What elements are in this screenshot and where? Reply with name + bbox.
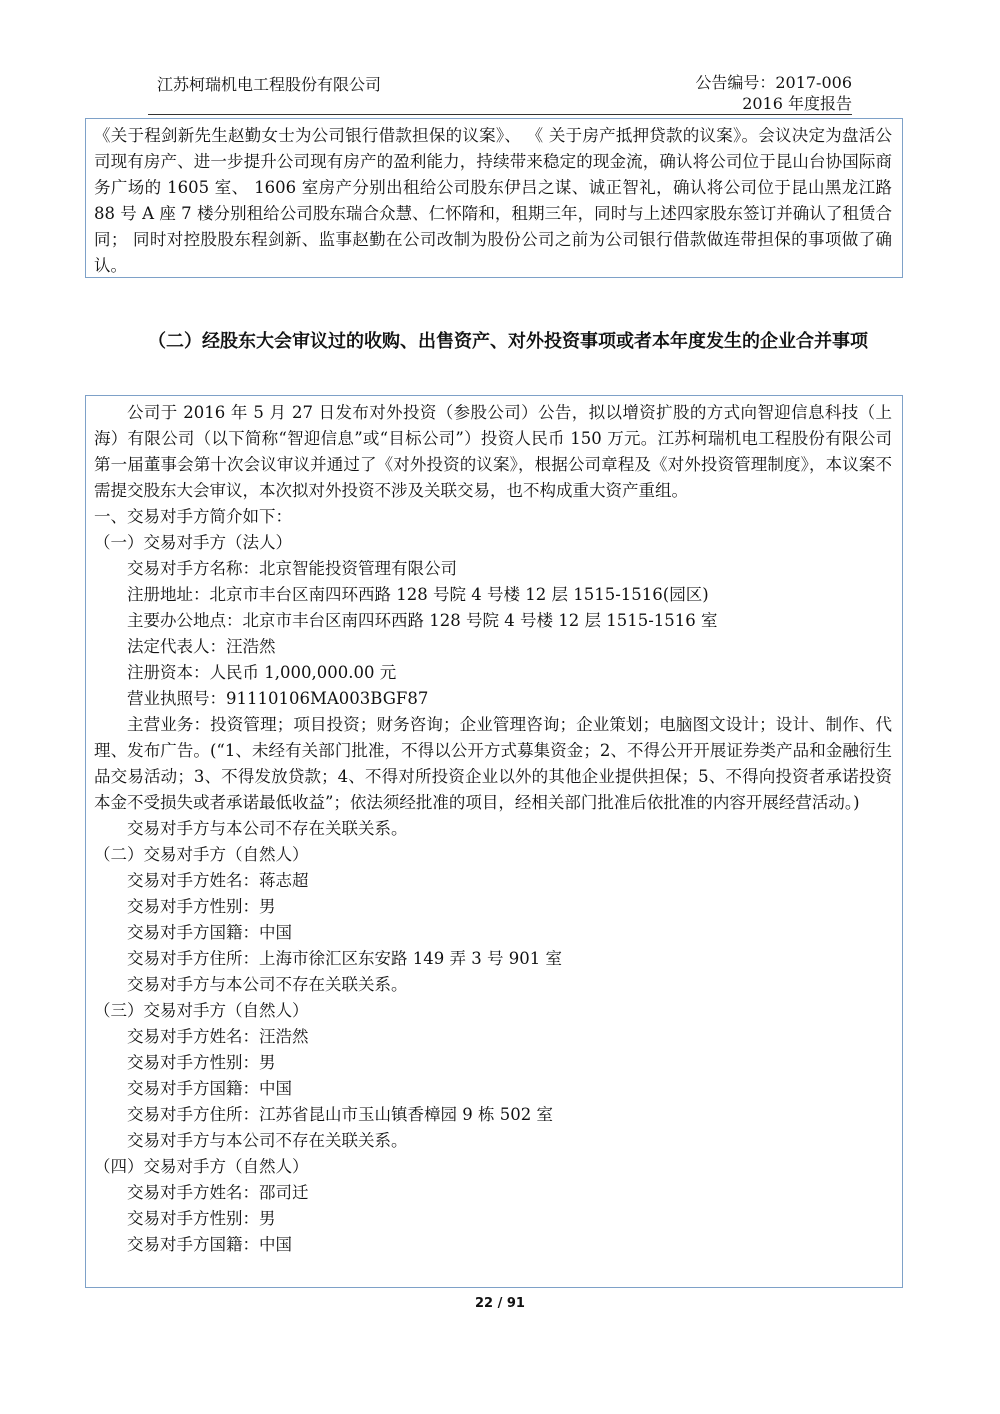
party1-name: 交易对手方名称：北京智能投资管理有限公司: [127, 559, 457, 578]
party4-nationality: 交易对手方国籍：中国: [127, 1235, 292, 1254]
meeting-resolution-text: 《关于程剑新先生赵勤女士为公司银行借款担保的议案》、 《 关于房产抵押贷款的议案》。会议决定为盘活公司现有房产、进一步提升公司现有房产的盈利能力，持续带来稳定的现金流，确认将公司位于昆山台协国际商务广场的 1605 室、 1606 室房产分别出租给公司股东伊吕之谋、诚正智礼，确认将公司位于昆山黑龙江路 88 号 A 座 7 楼分别租给公司股东瑞合众慧、仁怀隋和，租期三年，同时与上述四家股东签订并确认了租赁合同； 同时对控股股东程剑新、监事赵勤在公司改制为股份公司之前为公司银行借款做连带担保的事项做了确认。: [94, 126, 892, 275]
party2-nationality: 交易对手方国籍：中国: [127, 923, 292, 942]
header-meta: [695, 72, 852, 114]
party4-name: 交易对手方姓名：邵司迁: [127, 1183, 309, 1202]
party1-reg-address: 注册地址：北京市丰台区南四环西路 128 号院 4 号楼 12 层 1515-1516(园区): [127, 585, 709, 604]
party1-legal-rep: 法定代表人：汪浩然: [127, 637, 276, 656]
party3-relation: 交易对手方与本公司不存在关联关系。: [127, 1131, 408, 1150]
party1-relation: 交易对手方与本公司不存在关联关系。: [127, 819, 408, 838]
party1-license: 营业执照号：91110106MA003BGF87: [127, 689, 429, 708]
party2-relation: 交易对手方与本公司不存在关联关系。: [127, 975, 408, 994]
counterparty-overview-heading: 一、交易对手方简介如下：: [94, 507, 292, 526]
party3-address: 交易对手方住所：江苏省昆山市玉山镇香樟园 9 栋 502 室: [127, 1105, 553, 1124]
party1-office: 主要办公地点：北京市丰台区南四环西路 128 号院 4 号楼 12 层 1515-1516 室: [127, 611, 718, 630]
section-title: （二）经股东大会审议过的收购、出售资产、对外投资事项或者本年度发生的企业合并事项: [148, 331, 868, 352]
party3-heading: （三）交易对手方（自然人）: [94, 1001, 309, 1020]
party3-gender: 交易对手方性别：男: [127, 1053, 276, 1072]
report-year: 2016 年度报告: [742, 94, 852, 113]
party1-heading: （一）交易对手方（法人）: [94, 533, 292, 552]
party1-capital: 注册资本：人民币 1,000,000.00 元: [127, 663, 397, 682]
meeting-resolution-box: [85, 118, 903, 278]
party2-heading: （二）交易对手方（自然人）: [94, 845, 309, 864]
party2-address: 交易对手方住所：上海市徐汇区东安路 149 弄 3 号 901 室: [127, 949, 562, 968]
party3-name: 交易对手方姓名：汪浩然: [127, 1027, 309, 1046]
party4-gender: 交易对手方性别：男: [127, 1209, 276, 1228]
investment-box: [85, 395, 903, 1288]
header-divider: [148, 114, 852, 115]
page-number: 22 / 91: [475, 1296, 525, 1311]
party2-name: 交易对手方姓名：蒋志超: [127, 871, 309, 890]
party4-heading: （四）交易对手方（自然人）: [94, 1157, 309, 1176]
investment-intro: 公司于 2016 年 5 月 27 日发布对外投资（参股公司）公告，拟以增资扩股的方式向智迎信息科技（上海）有限公司（以下简称“智迎信息”或“目标公司”）投资人民币 150 万元。江苏柯瑞机电工程股份有限公司第一届董事会第十次会议审议并通过了《对外投资的议案》，根据公司章程及《对外投资管理制度》，本议案不需提交股东大会审议，本次拟对外投资不涉及关联交易，也不构成重大资产重组。: [94, 403, 892, 500]
party3-nationality: 交易对手方国籍：中国: [127, 1079, 292, 1098]
announcement-number: 公告编号：2017-006: [695, 73, 852, 92]
party2-gender: 交易对手方性别：男: [127, 897, 276, 916]
header-company-name: 江苏柯瑞机电工程股份有限公司: [157, 75, 382, 94]
party1-business: 主营业务：投资管理；项目投资；财务咨询；企业管理咨询；企业策划；电脑图文设计；设计、制作、代理、发布广告。(“1、未经有关部门批准，不得以公开方式募集资金；2、不得公开开展证券类产品和金融衍生品交易活动；3、不得发放贷款；4、不得对所投资企业以外的其他企业提供担保；5、不得向投资者承诺投资本金不受损失或者承诺最低收益”；依法须经批准的项目，经相关部门批准后依批准的内容开展经营活动。): [94, 715, 892, 812]
